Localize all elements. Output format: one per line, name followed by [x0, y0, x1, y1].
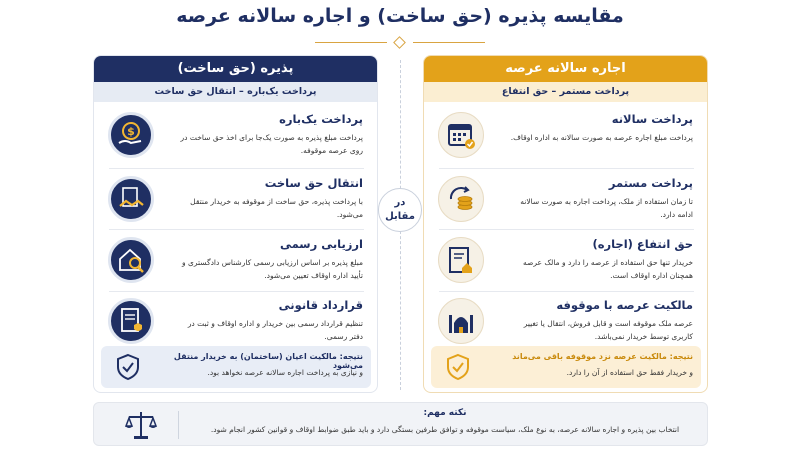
- annual-rent-subheader: پرداخت مستمر – حق انتفاع: [424, 82, 707, 102]
- pazireh-result: [101, 346, 371, 388]
- note-title: نکته مهم:: [423, 408, 467, 418]
- result-title: نتیجه: مالکیت عرصه نزد موقوفه باقی می‌ماند: [512, 352, 693, 361]
- rent-item-annual-payment: [423, 108, 707, 166]
- item-title: انتقال حق ساخت: [264, 176, 363, 190]
- item-desc: تا زمان استفاده از ملک، پرداخت اجاره به صورت سالانه ادامه دارد.: [520, 197, 693, 219]
- item-title: پرداخت یک‌باره: [279, 112, 363, 126]
- item-title: مالکیت عرصه با موقوفه: [556, 298, 693, 312]
- shield-check-icon: [445, 353, 471, 381]
- item-title: ارزیابی رسمی: [279, 237, 363, 251]
- item-desc: پرداخت مبلغ اجاره عرصه به صورت سالانه به اداره اوقاف.: [510, 133, 693, 142]
- item-title: قرارداد قانونی: [278, 298, 363, 312]
- important-note: [93, 402, 708, 446]
- item-title: حق انتفاع (اجاره): [592, 237, 693, 251]
- contract-icon: [108, 298, 154, 344]
- rent-item-ownership: [423, 294, 707, 352]
- result-desc: و خریدار فقط حق استفاده از آن را دارد.: [566, 368, 693, 377]
- dollar-hand-icon: [108, 112, 154, 158]
- pazireh-item-one-time-payment: [93, 108, 377, 166]
- mosque-icon: [438, 298, 484, 344]
- annual-rent-panel: [423, 55, 708, 393]
- note-desc: انتخاب بین پذیره و اجاره سالانه عرصه، به نوع ملک، سیاست موقوفه و توافق طرفین بستگی دارد و باید طبق ضوابط اوقاف و قوانین کشور انجام شود.: [210, 425, 680, 434]
- document-house-icon: [438, 237, 484, 283]
- pazireh-panel: [93, 55, 378, 393]
- item-desc: خریدار تنها حق استفاده از عرصه را دارد و مالک عرصه همچنان اداره اوقاف است.: [522, 258, 693, 280]
- pazireh-item-transfer: [93, 172, 377, 230]
- result-title: نتیجه: مالکیت اعیان (ساختمان) به خریدار منتقل می‌شود: [173, 352, 363, 370]
- versus-line1: در: [394, 197, 406, 208]
- item-desc: پرداخت مبلغ پذیره به صورت یک‌جا برای اخذ حق ساخت در روی عرصه موقوفه.: [180, 133, 363, 155]
- title-ornament: [315, 36, 485, 50]
- versus-badge: [378, 188, 422, 232]
- pazireh-item-appraisal: [93, 233, 377, 291]
- page-title: مقایسه پذیره (حق ساخت) و اجاره سالانه عرصه: [176, 5, 624, 27]
- svg-text:$: $: [127, 125, 135, 138]
- versus-line2: مقابل: [385, 211, 415, 222]
- pazireh-header: پذیره (حق ساخت): [94, 56, 377, 82]
- item-title: پرداخت سالانه: [611, 112, 693, 126]
- handshake-icon: [108, 176, 154, 222]
- pazireh-subheader: پرداخت یک‌باره – انتقال حق ساخت: [94, 82, 377, 102]
- rent-item-usufruct: [423, 233, 707, 291]
- item-title: پرداخت مستمر: [608, 176, 693, 190]
- annual-rent-result: [431, 346, 701, 388]
- coins-cycle-icon: [438, 176, 484, 222]
- item-desc: مبلغ پذیره بر اساس ارزیابی رسمی کارشناس دادگستری و تأیید اداره اوقاف تعیین می‌شود.: [182, 258, 363, 280]
- result-desc: و نیازی به پرداخت اجاره سالانه عرصه نخواهد بود.: [207, 368, 363, 377]
- house-search-icon: [108, 237, 154, 283]
- calendar-icon: [438, 112, 484, 158]
- scales-icon: [124, 409, 158, 441]
- item-desc: با پرداخت پذیره، حق ساخت از موقوفه به خریدار منتقل می‌شود.: [190, 197, 363, 219]
- item-desc: عرصه ملک موقوفه است و قابل فروش، انتقال یا تغییر کاربری توسط خریدار نمی‌باشد.: [523, 319, 693, 341]
- annual-rent-header: اجاره سالانه عرصه: [424, 56, 707, 82]
- item-desc: تنظیم قرارداد رسمی بین خریدار و اداره اوقاف و ثبت در دفتر رسمی.: [187, 319, 363, 341]
- pazireh-item-contract: [93, 294, 377, 352]
- rent-item-continuous: [423, 172, 707, 230]
- shield-check-icon: [115, 353, 141, 381]
